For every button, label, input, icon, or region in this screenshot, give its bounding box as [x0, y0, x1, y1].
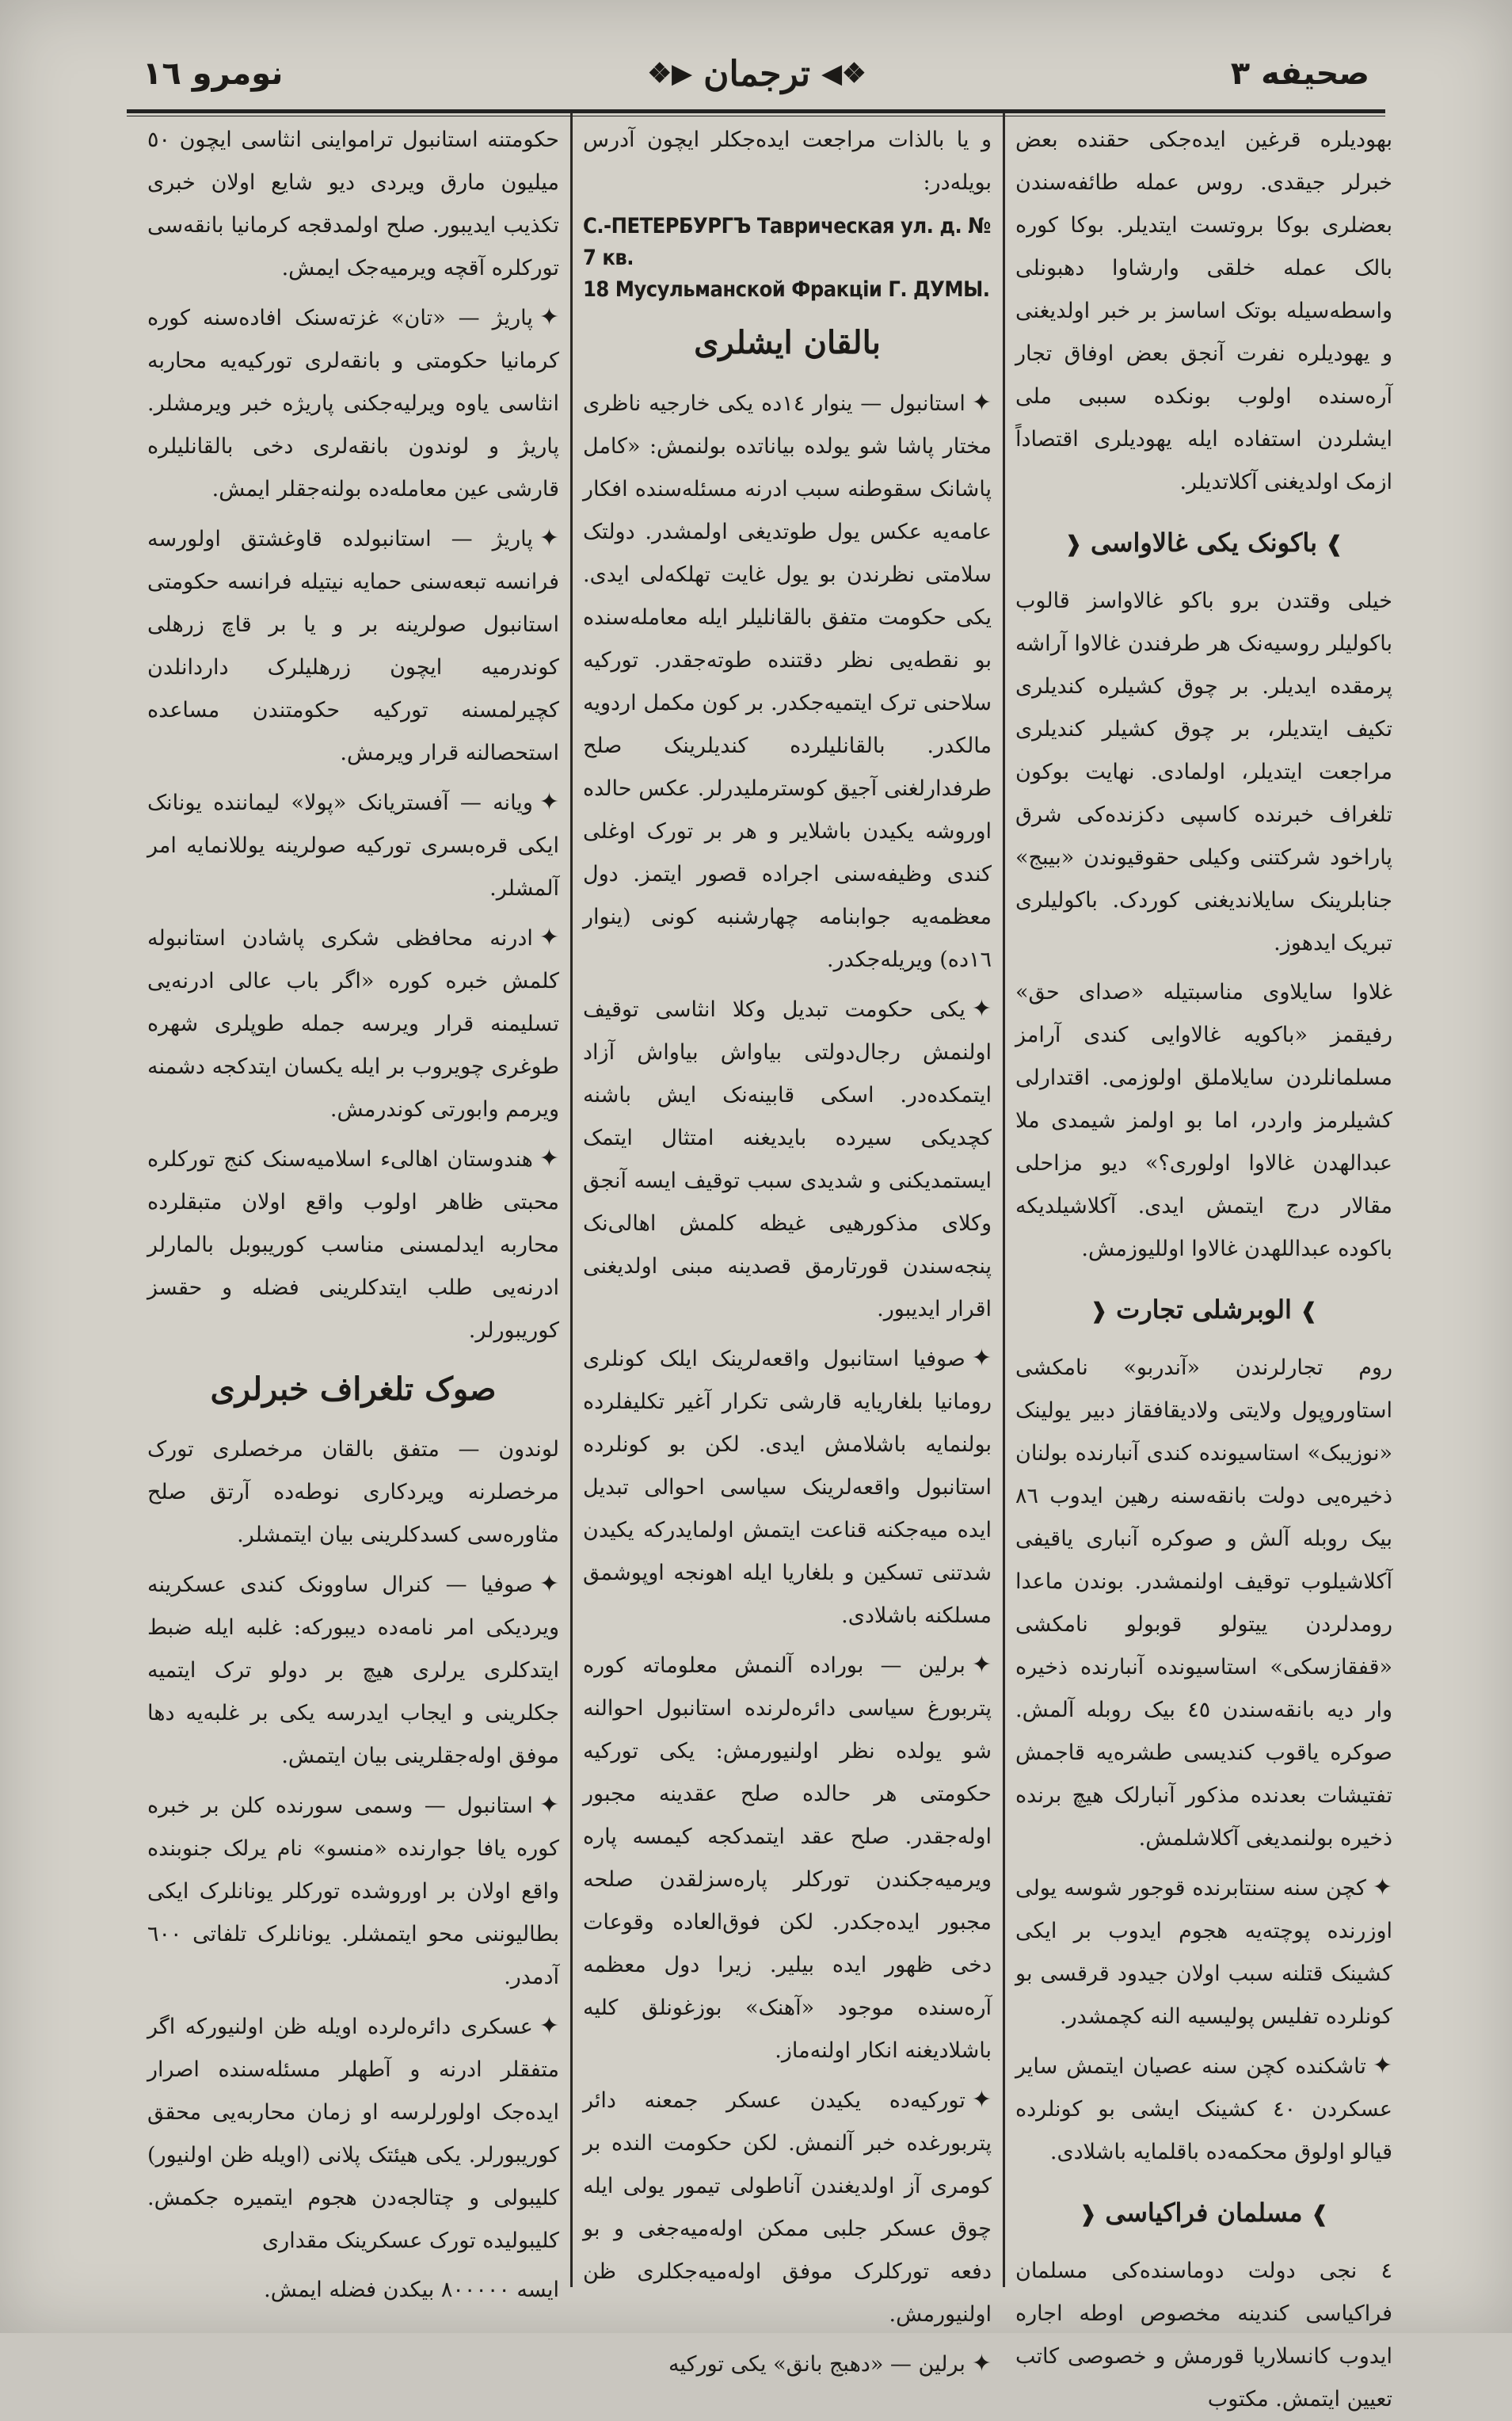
- star-bullet-icon: ✦: [971, 1651, 992, 1679]
- article-paragraph: و یا بالذات مراجعت ایده‌جکلر ایچون آدرس بویله‌در:: [583, 128, 992, 195]
- header-rule: [127, 109, 1385, 116]
- article-paragraph: ✦پاریژ — «تان» غزته‌سنک افاده‌سنه کوره کرمانیا حکومتی و بانقه‌لری تورکیه‌یه محاربه انثاسی یاوه ویرلیه‌جکنی پاریژه خبر ویرمشلر. پاریژ و لوندون بانقه‌لری دخی بالقانلیلره قارشی عین معامله‌ده بولنه‌جقلر ایمش.: [147, 303, 559, 501]
- bracket-ornament-icon: ❰: [1078, 2201, 1098, 2227]
- article-paragraph: روم تجارلرندن «آندربو» نامکشی استاوروپول ولایتی ولادیقافقاز دبیر یولینک «نوزیبک» استاسیونده کندی آنبارنده بولنان ذخیره‌یی دولت بانقه‌سنه رهین ایدوب ٨٦ بیک روبله آلش و صوکره آنباری یاقیفی آکلاشیلوب توقیف اولنمشدر. بوندن ماعدا رومدلردن ییتولو قوبولو نامکشی «قفقازسکی» استاسیونده آنبارنده ذخیره وار دیه بانقه‌سندن ٤٥ بیک روبله آلمش. صوکره یاقوب کندیسی طشره‌یه قاجمش تفتیشات بعدنده مذکور آنبارلک هیچ برنده ذخیره بولنمدیغی آکلاشلمش.: [1015, 1355, 1392, 1851]
- article-heading: صوک تلغراف خبرلری: [210, 1371, 497, 1408]
- column-divider-left: [570, 112, 573, 2287]
- article-paragraph: ✦کچن سنه سنتابرنده قوجور شوسه یولی اوزرنده پوچته‌یه هجوم ایدوب بر ایکی کشینک قتلنه سبب اولان جیدود قرقسی بو کونلرده تفلیس پولیسیه النه کچمشدر.: [1015, 1874, 1392, 2029]
- article-paragraph: خیلی وقتدن برو باکو غالاواسز قالوب باکولیلر روسیه‌نک هر طرفندن غالاوا آراشه‌ پرمقده ایدیلر. بر چوق کشیلره کندیلری تکیف ایتدیلر، بر چوق کشیلر کندیلری مراجعت ایتدیلر، اولمادی. نهایت بوکون تلغراف خبرنده کاسپی دکزنده‌کی شرق پاراخود شرکتنی وکیلی حقوقیوندن «بیبج» جنابلرینک سایلاندیغنی کوردک. باکولیلری تبریک ایدهوز.: [1015, 589, 1392, 955]
- bracket-ornament-icon: ❱: [1299, 1298, 1319, 1324]
- article-paragraph: ✦عسکری دائره‌لرده اویله ظن اولنیورکه اگر متفقلر ادرنه و آطهلر مسئله‌سنده اصرار ایده‌جک اولورلرسه او زمان محاربه‌یی محقق کوریبورلر. یکی هیئتک پلانی (اویله ظن اولنیور) کلیبولی و چتالجه‌دن هجوم ایتمیره جکمش. کلیبولیده تورک عسکرینک مقداری: [147, 2012, 559, 2253]
- article-heading: بالقان ایشلری: [694, 324, 881, 361]
- article-paragraph: ✦هندوستان اهالیء اسلامیه‌سنک کنج تورکلره محبتی ظاهر اولوب واقع اولان متبقلرده محاربه ایدلمسنی مناسب کوریبوبل بالمارلر ادرنه‌یی طلب ایتدکلرینی فضله و حقسز کوریبورلر.: [147, 1145, 559, 1343]
- star-bullet-icon: ✦: [539, 1791, 559, 1819]
- article-paragraph: ✦صوفیا — کنرال ساوونک کندی عسکرینه ویردیکی امر نامه‌ده دیبورکه: غلبه ایله ضبط ایتدکلری یرلری هیچ بر دولو ترک ایتمیه جکلرینی و ایجاب ایدرسه یکی بر غلبه‌یه دها موفق اوله‌جقلرینی بیان ایتمش.: [147, 1570, 559, 1768]
- article-paragraph: ✦تاشکنده کچن سنه عصیان ایتمش سایر عسکردن ٤٠ کشینک ایشی بو کونلرده قیالو اولوق محکمه‌ده باقلمایه باشلادی.: [1015, 2052, 1392, 2164]
- star-bullet-icon: ✦: [971, 1344, 992, 1372]
- star-bullet-icon: ✦: [539, 788, 559, 816]
- postal-address: [583, 211, 992, 306]
- article-paragraph: ✦ویانه — آفستریانک «پولا» لیماننده یونانک ایکی قره‌بسری تورکیه صولرینه یوللانمایه امر آلمشلر.: [147, 788, 559, 901]
- star-bullet-icon: ✦: [539, 2012, 559, 2040]
- section-heading: ❱باکونک یکی غالاواسی❰: [1064, 528, 1344, 558]
- star-bullet-icon: ✦: [971, 2086, 992, 2114]
- bracket-ornament-icon: ❱: [1310, 2201, 1330, 2227]
- article-paragraph: ✦استانبول — وسمی سورنده کلن بر خبره کوره یافا جوارنده «منسو» نام یرلک جنوبنده واقع اولان بر اوروشده تورکلر یونانلرک ایکی بطالیوننی محو ایتمشلر. یونانلرک تلفاتی ٦٠٠ آدمدر.: [147, 1791, 559, 1989]
- ornament-right-icon: ❖◀: [821, 58, 866, 90]
- star-bullet-icon: ✦: [539, 924, 559, 951]
- section-heading: ❱مسلمان فراکیاسی❰: [1078, 2198, 1330, 2228]
- star-bullet-icon: ✦: [971, 995, 992, 1023]
- column-right: [1015, 119, 1392, 2411]
- column-middle: [583, 119, 992, 2377]
- article-paragraph: ✦برلین — «دهبج بانق» یکی تورکیه: [668, 2350, 992, 2377]
- address-line: С.-ПЕТЕРБУРГЪ Таврическая ул. д. № 7 кв.: [583, 214, 991, 270]
- issue-number: نومرو ١٦: [143, 55, 284, 92]
- article-paragraph: ایسه ٨٠٠٠٠٠ بیکدن فضله ایمش.: [264, 2278, 559, 2302]
- article-paragraph: ✦برلین — بوراده آلنمش معلوماته کوره پتربورغ سیاسی دائره‌لرنده استانبول احوالنه شو یولده نظر اولنیورمش: یکی تورکیه حکومتی هر حالده صلح عقدینه مجبور اوله‌جقدر. صلح عقد ایتمدکجه کیمسه پاره ویرمیه‌جکندن تورکلر پاره‌سزلقدن صلحه مجبور ایده‌جکدر. لکن فوق‌العاده وقوعات دخی ظهور ایده بیلیر. زیرا دول معظمه آره‌سنده موجود «آهنک» بوزغونلق کلیه باشلادیغنه انکار اولنه‌ماز.: [583, 1651, 992, 2063]
- article-paragraph: ✦ادرنه محافظی شکری پاشادن استانبوله کلمش خبره کوره «اگر باب عالی ادرنه‌یی تسلیمنه قرار ویرسه جمله طوپلری شهره طوغری چویروب بر ایله یکسان ایتدکجه دشمنه ویرمم وابورتی کوندرمش.: [147, 924, 559, 1122]
- star-bullet-icon: ✦: [971, 2350, 992, 2377]
- article-paragraph: ✦استانبول — ینوار ١٤ده یکی خارجیه ناظری مختار پاشا شو یولده بیاناتده بولنمش: «کامل پاشانک سقوطنه سبب ادرنه مسئله‌سنده افکار عامه‌یه عکس یول طوتدیغی اولمشدر. دولتک سلامتی نظرندن بو یول غایت تهلکه‌لی ایدی. یکی حکومت متفق بالقانلیلر ایله معامله‌سنده بو نقطه‌یی نظر دقتنده طوته‌جقدر. تورکیه سلاحنی ترک ایتمیه‌جکدر. بر کون مکمل اردویه مالکدر. بالقانلیلرده کندیلرینک صلح طرفدارلغنی آجیق کوسترملیدرلر. عکس حالده اوروشه یکیدن باشلایر و هر بر تورک اوغلی کندی وظیفه‌سنی اجراده قصور ایتمز. دول معظمه‌یه جوابنامه چهارشنبه کونی (ینوار ١٦ده) ویریله‌جکدر.: [583, 389, 992, 972]
- ornament-left-icon: ▶❖: [647, 58, 693, 90]
- article-paragraph: بهودیلره قرغین ایده‌جکی حقنده بعض خبرلر جیقدی. روس عمله طائفه‌سندن بعضلری بوکا بروتست ایتدیلر. بوکا کوره بالک عمله خلقی وارشاوا دهبونلی واسطه‌سیله بوتک اساسز بر خبر اولدیغنی و یهودیلره نفرت آنجق بعض اوفاق تجار آره‌سنده اولوب بونکده سببی ملی ایشلردن استفاده ایله یهودیلری اقتصاداً ازمک اولدیغنی آکلاتدیلر.: [1015, 128, 1392, 494]
- column-divider-right: [1003, 112, 1005, 2287]
- star-bullet-icon: ✦: [539, 1570, 559, 1598]
- article-paragraph: ٤ نجی دولت دوماسنده‌کی مسلمان فراکیاسی کندینه مخصوص اوطه اجاره ایدوب کانسلاریا قورمش و خصوصی کاتب تعیین ایتمش. مکتوب: [1015, 2259, 1392, 2411]
- star-bullet-icon: ✦: [539, 524, 559, 552]
- bracket-ornament-icon: ❰: [1089, 1298, 1109, 1324]
- star-bullet-icon: ✦: [539, 1145, 559, 1172]
- article-paragraph: غلاوا سایلاوی مناسبتیله «صدای حق» رفیقمز «باکویه غالاوایی کندی آرامز مسلمانلردن سایلاملق اولوزمی. اقتدارلی کشیلرمز واردر، اما بو اولمز شیمدی ملا عبدالهدن غالاوا اولوری؟» دیو مزاحلی مقالار درج ایتمش ایدی. آکلاشیلدیکه باکوده عبداللهدن غالاوا اوللیوزمش.: [1015, 980, 1392, 1261]
- star-bullet-icon: ✦: [1372, 1874, 1392, 1901]
- bracket-ornament-icon: ❰: [1064, 531, 1083, 557]
- article-paragraph: ✦تورکیه‌ده یکیدن عسکر جمعنه دائر پتربورغده خبر آلنمش. لکن حکومت النده بر کومری آز اولدیغندن آناطولی تیمور یولی ایله چوق عسکر جلبی ممکن اوله‌میه‌جغی و بو دفعه تورکلرک موفق اوله‌میه‌جکلری ظن اولنیورمش.: [583, 2086, 992, 2327]
- column-left: [147, 119, 559, 2302]
- address-line: 18 Мусульманской Фракціи Г. ДУМЫ.: [583, 277, 990, 302]
- star-bullet-icon: ✦: [539, 303, 559, 331]
- star-bullet-icon: ✦: [971, 389, 992, 417]
- page-number: صحیفه ٣: [1230, 55, 1369, 92]
- bracket-ornament-icon: ❱: [1325, 531, 1344, 557]
- article-paragraph: ✦یکی حکومت تبدیل وکلا انثاسی توقیف اولنمش رجال‌دولتی بیاواش بیاواش آزاد ایتمکده‌در. اسکی قابینه‌نک ایش باشنه کچدیکی سیرده بایدیغنه امتثال ایتمک ایستمدیکنی و شدیدی سبب توقیف ایسه آنجق وکلای مذکورهیی غیظه کلمش اهالی‌نک پنجه‌سندن قورتارمق قصدینه مبنی اولدیغنی اقرار ایدیبور.: [583, 995, 992, 1321]
- article-paragraph: ✦پاریژ — استانبولده قاوغشتق اولورسه فرانسه تبعه‌سنی حمایه نیتیله فرانسه حکومتی استانبول صولرینه بر و یا بر قاچ زرهلی کوندرمیه ایچون زرهلیلرک داردانلدن کچیرلمسنه تورکیه حکومتندن مساعده استحصالنه قرار ویرمش.: [147, 524, 559, 765]
- masthead: [648, 54, 866, 94]
- section-heading: ❱الوبرشلی تجارت❰: [1089, 1294, 1319, 1325]
- star-bullet-icon: ✦: [1372, 2052, 1392, 2080]
- page-header: [143, 46, 1369, 101]
- article-paragraph: حکومتنه استانبول ترامواینی انثاسی ایچون ٥٠ میلیون مارق ویردی دیو شایع اولان خبری تکذیب ایدیبور. صلح اولمدقجه کرمانیا بانقه‌سی تورکلره آقچه ویرمیه‌جک ایمش.: [147, 128, 559, 280]
- article-paragraph: لوندون — متفق بالقان مرخصلری تورک مرخصلرنه ویردکاری نوطه‌ده آرتق صلح مثاوره‌سی کسدکلرینی بیان ایتمشلر.: [147, 1437, 559, 1547]
- newspaper-title: ترجمان: [703, 53, 811, 94]
- article-paragraph: ✦صوفیا استانبول واقعه‌لرینک ایلک کونلری رومانیا بلغاریایه قارشی تکرار آغیر تکلیفلرده بولنمایه باشلامش ایدی. لکن بو کونلرده استانبول واقعه‌لرینک سیاسی احوالی تبدیل ایده میه‌جکنه قناعت ایتمش اولمایدرکه یکیدن شدتنی تسکین و بلغاریا ایله اهونجه اوپوشمق مسلکنه باشلادی.: [583, 1344, 992, 1628]
